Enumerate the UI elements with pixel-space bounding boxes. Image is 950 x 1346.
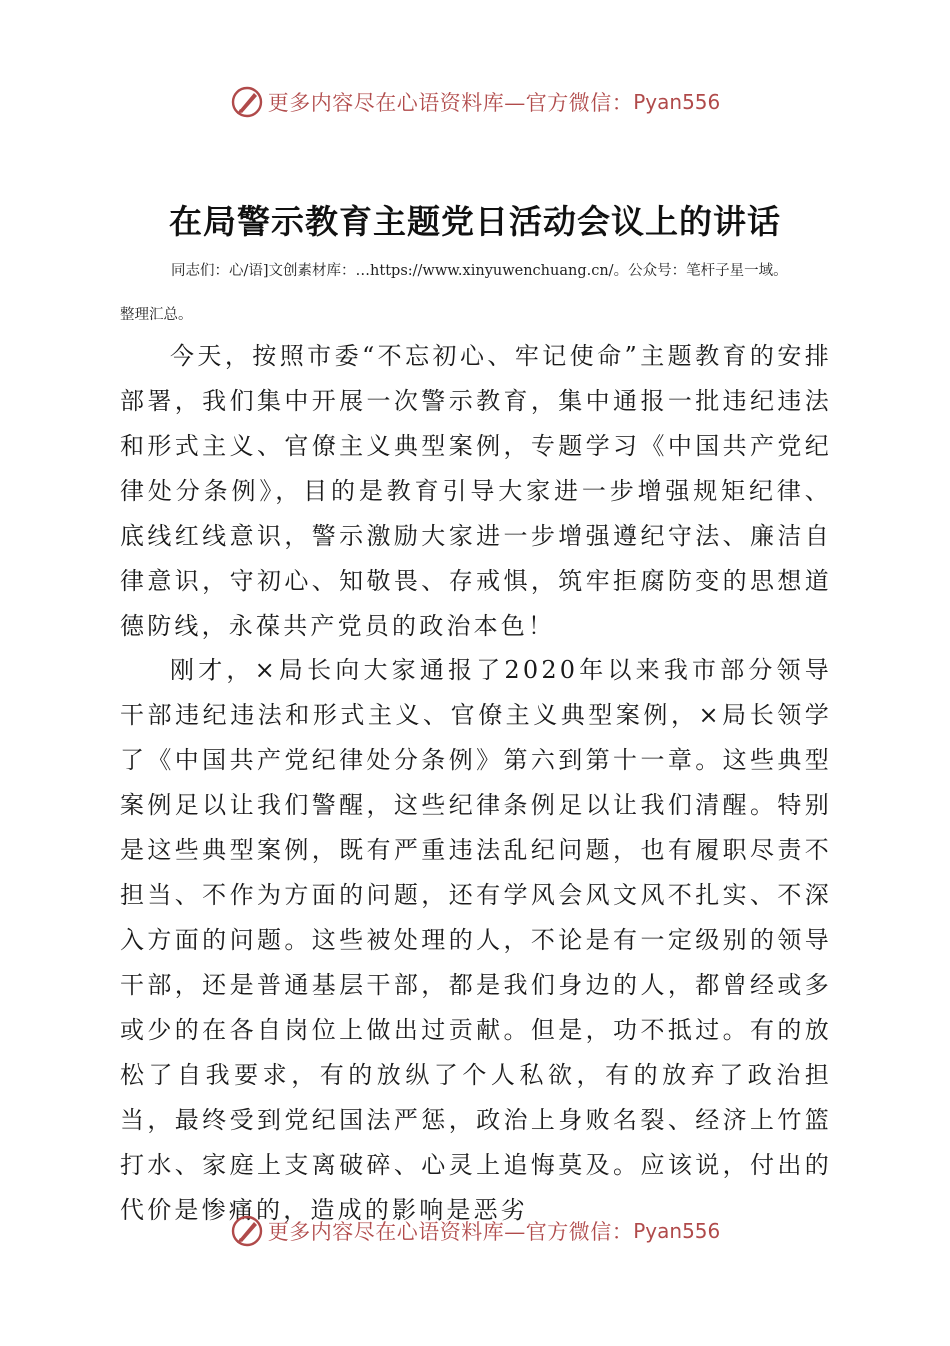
quill-pen-logo-icon [230,1214,264,1248]
footer-banner [0,1209,950,1253]
quill-pen-logo-icon [230,85,264,119]
source-note-line-2: 整理汇总。 [120,307,193,323]
banner-wechat-id: Pyan556 [633,90,721,114]
body-paragraph-1: 今天，按照市委“不忘初心、牢记使命”主题教育的安排部署，我们集中开展一次警示教育，集中通报一批违纪违法和形式主义、官僚主义典型案例，专题学习《中国共产党纪律处分条例》，目的是教育引导大家进一步增强规矩纪律、底线红线意识，警示激励大家进一步增强遵纪守法、廉洁自律意识，守初心、知敬畏、存戒惧，筑牢拒腐防变的思想道德防线，永葆共产党员的政治本色！ [120,342,832,640]
banner-text: 更多内容尽在心语资料库—官方微信： [267,91,634,115]
banner-text: 更多内容尽在心语资料库—官方微信： [267,1220,634,1244]
header-banner [0,80,950,124]
body-paragraph-2: 刚才，×局长向大家通报了2020年以来我市部分领导干部违纪违法和形式主义、官僚主义典型案例，×局长领学了《中国共产党纪律处分条例》第六到第十一章。这些典型案例足以让我们警醒，这些纪律条例足以让我们清醒。特别是这些典型案例，既有严重违法乱纪问题，也有履职尽责不担当、不作为方面的问题，还有学风会风文风不扎实、不深入方面的问题。这些被处理的人，不论是有一定级别的领导干部，还是普通基层干部，都是我们身边的人，都曾经或多或少的在各自岗位上做出过贡献。但是，功不抵过。有的放松了自我要求，有的放纵了个人私欲，有的放弃了政治担当，最终受到党纪国法严惩，政治上身败名裂、经济上竹篮打水、家庭上支离破碎、心灵上追悔莫及。应该说，付出的代价是惨痛的，造成的影响是恶劣 [120,656,832,1224]
document-title: 在局警示教育主题党日活动会议上的讲话 [169,202,781,241]
source-note-line-1: 同志们：心/语]文创素材库：…https://www.xinyuwenchuang.cn/。公众号：笔杆子星一域。 [171,263,788,279]
banner-wechat-id: Pyan556 [633,1219,721,1243]
